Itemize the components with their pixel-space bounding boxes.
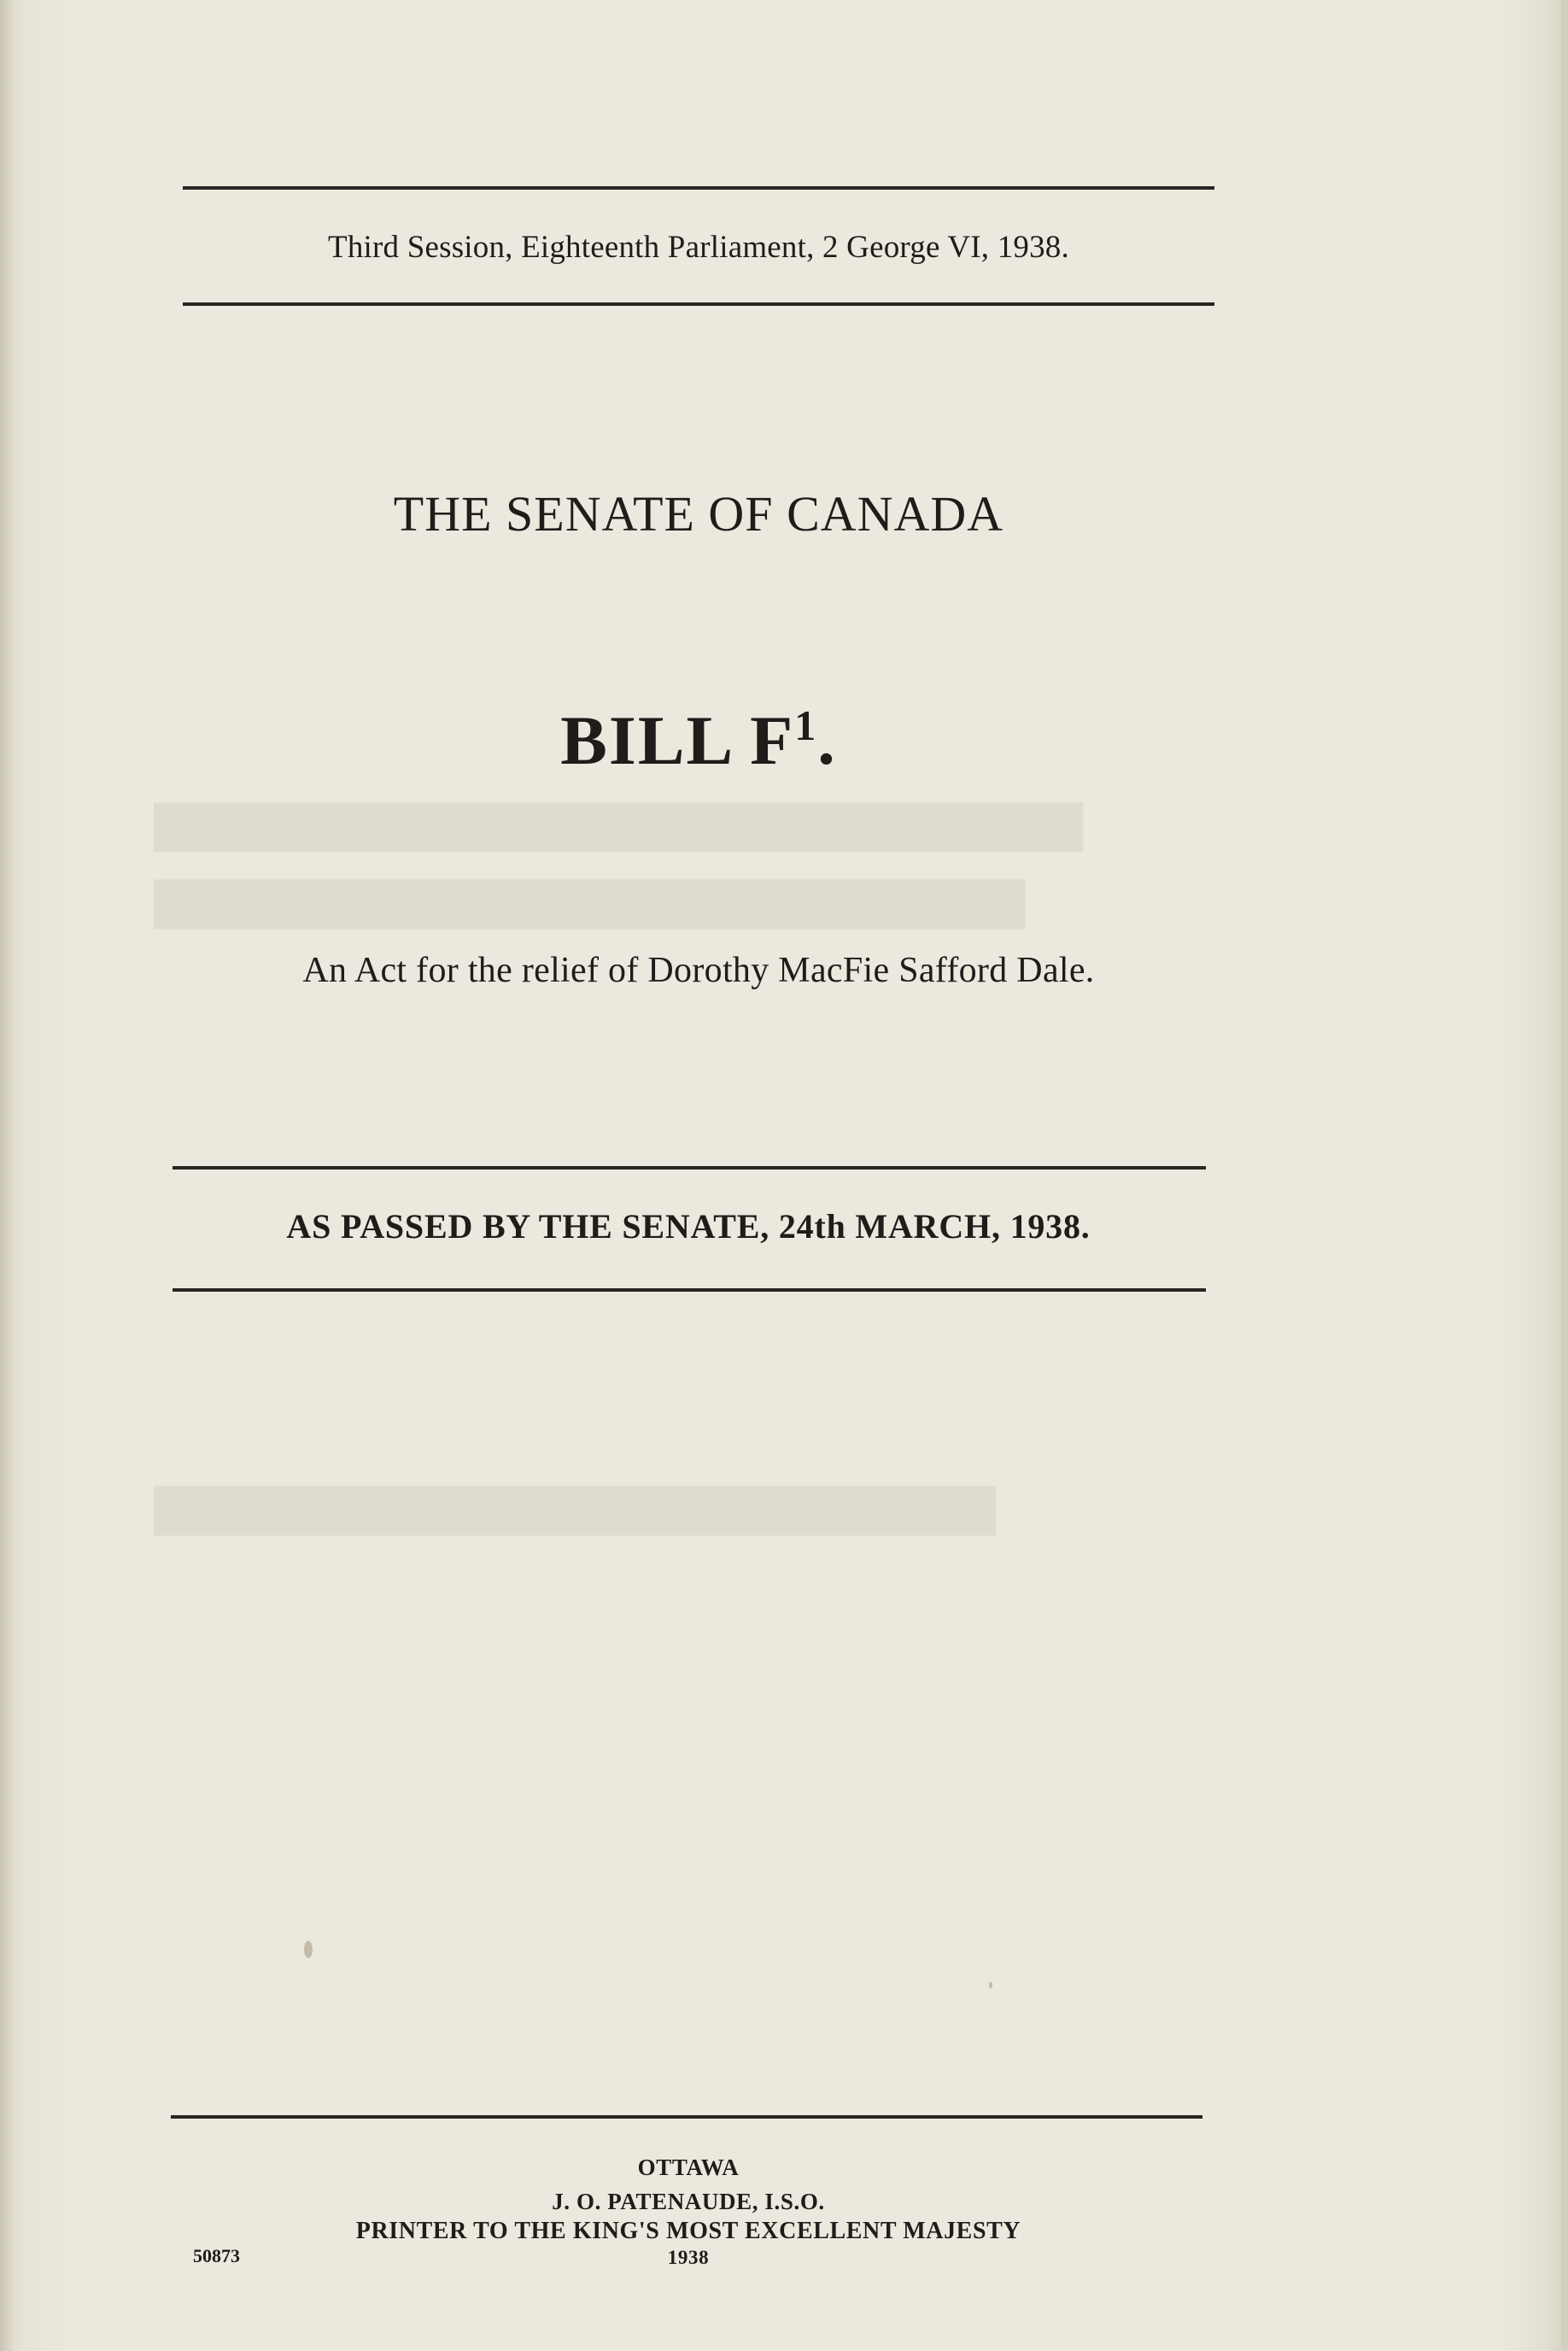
bill-period: . [817,701,837,779]
paper-blemish [304,1941,313,1958]
passed-line: AS PASSED BY THE SENATE, 24th MARCH, 1938. [286,1207,1091,1246]
imprint-printer-title: PRINTER TO THE KING'S MOST EXCELLENT MAJESTY [355,2218,1021,2244]
chamber-heading: THE SENATE OF CANADA [393,486,1004,542]
bill-heading [181,701,1216,781]
act-title: An Act for the relief of Dorothy MacFie Safford Dale. [302,951,1095,990]
show-through-texture: ██████████████████████████████ [154,881,1026,926]
passed-rule-top [173,1166,1206,1170]
passed-rule-bottom [173,1288,1206,1292]
session-line: Third Session, Eighteenth Parliament, 2 George VI, 1938. [328,230,1069,265]
top-rule [183,186,1214,190]
paper-blemish [989,1982,992,1989]
show-through-texture: █████████████████████████████ [154,1487,997,1533]
document-number: 50873 [193,2245,240,2266]
imprint-rule [171,2115,1202,2119]
imprint-printer-name: J. O. PATENAUDE, I.S.O. [552,2189,825,2214]
bill-superscript: 1 [794,701,818,749]
page-binding-edge [0,0,12,2351]
show-through-texture: ████████████████████████████████ [154,804,1084,849]
session-rule [183,302,1214,306]
bill-label: BILL F [560,701,795,779]
imprint-year: 1938 [667,2247,710,2268]
imprint-city: OTTAWA [637,2155,740,2180]
page-outer-edge [1561,0,1568,2351]
